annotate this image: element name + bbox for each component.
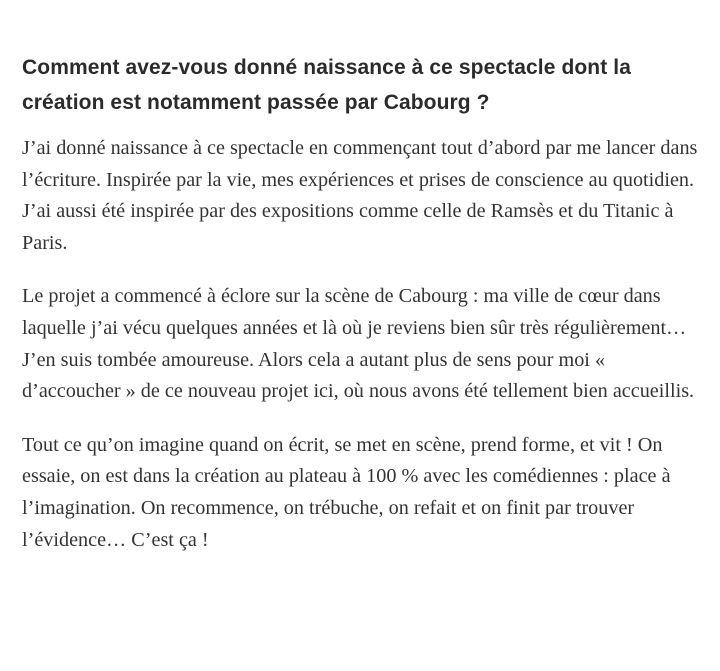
answer-paragraph-1: J’ai donné naissance à ce spectacle en commençant tout d’abord par me lancer dans l’écriture. Inspirée par la vie, mes expériences et prises de conscience au quotidien. J’ai aussi été inspirée par des expositions comme celle de Ramsès et du Titanic à Paris. bbox=[22, 137, 698, 254]
interview-question-heading: Comment avez-vous donné naissance à ce spectacle dont la création est notamment passée par Cabourg ? bbox=[22, 56, 631, 114]
interview-article bbox=[22, 50, 698, 578]
answer-paragraph-2: Le projet a commencé à éclore sur la scène de Cabourg : ma ville de cœur dans laquelle j’ai vécu quelques années et là où je reviens bien sûr très régulièrement… J’en suis tombée amoureuse. Alors cela a autant plus de sens pour moi « d’accoucher » de ce nouveau projet ici, où nous avons été tellement bien accueillis. bbox=[22, 285, 695, 403]
answer-paragraph-3: Tout ce qu’on imagine quand on écrit, se met en scène, prend forme, et vit ! On essaie, on est dans la création au plateau à 100 % avec les comédiennes : place à l’imagination. On recommence, on trébuche, on refait et on finit par trouver l’évidence… C’est ça ! bbox=[22, 433, 671, 551]
